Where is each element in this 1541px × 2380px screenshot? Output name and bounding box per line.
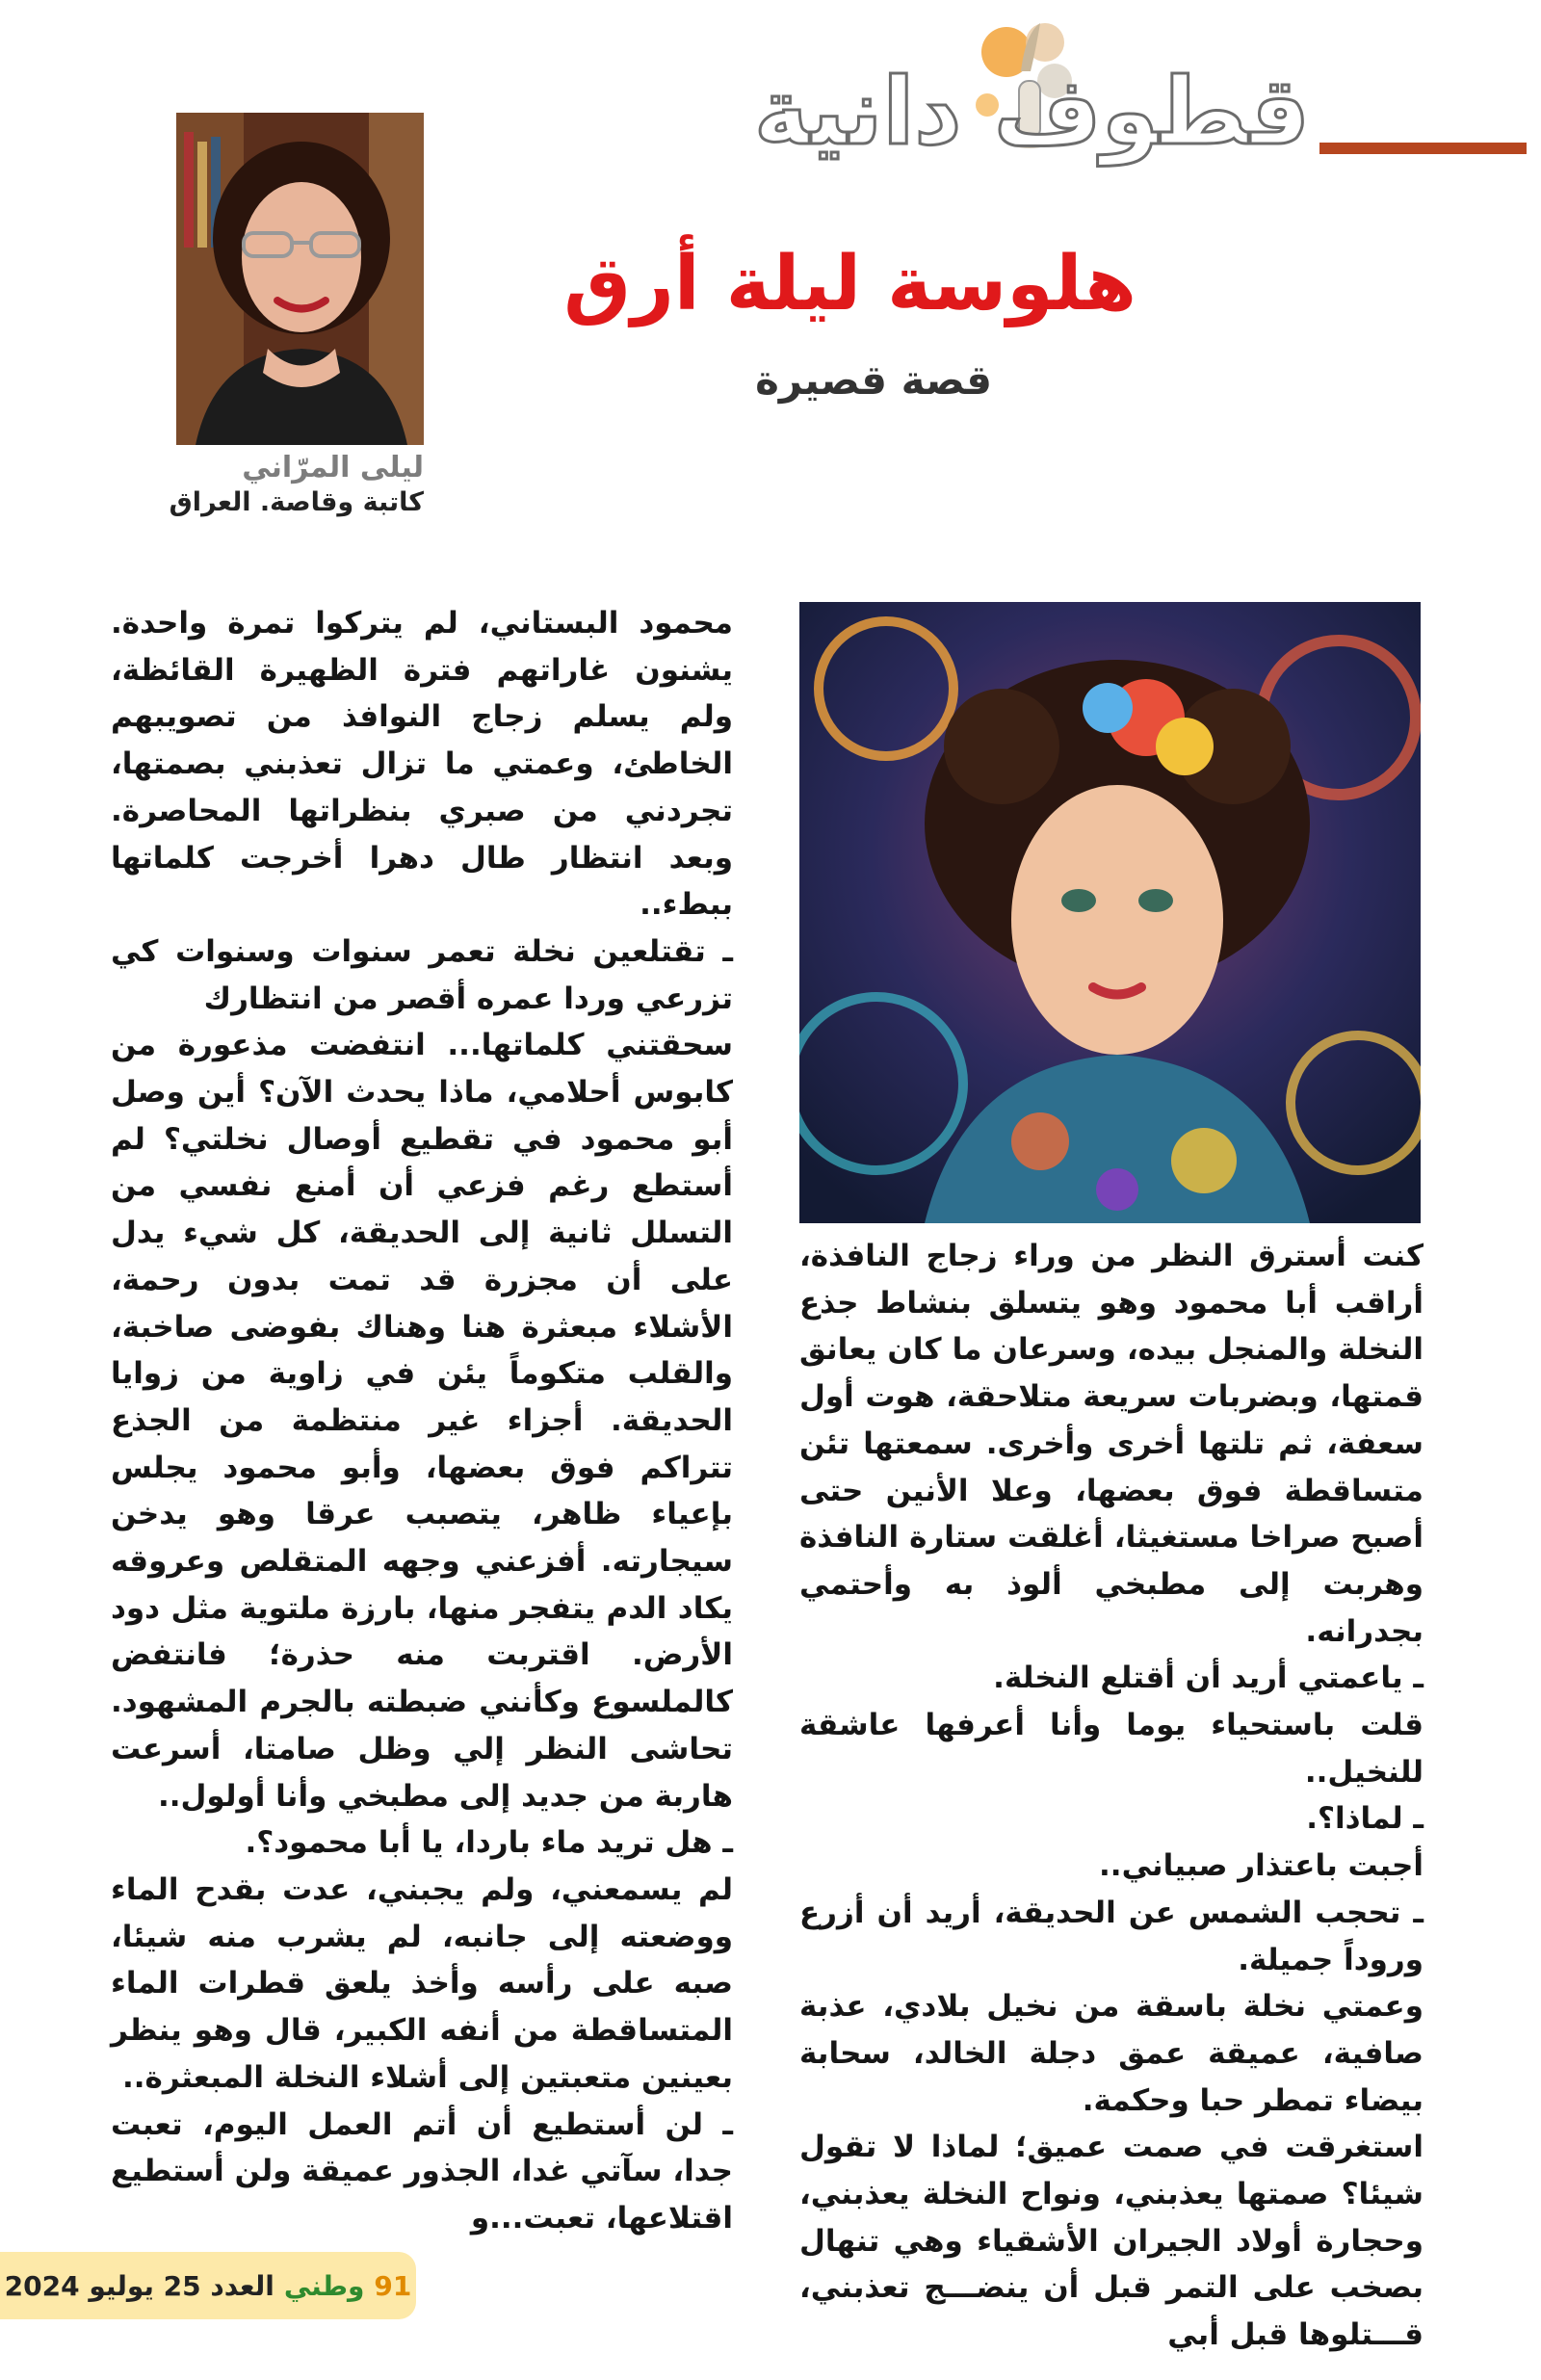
paragraph: ـ تقتلعين نخلة تعمر سنوات وسنوات كي تزرعي وردا عمره أقصر من انتظارك: [111, 933, 733, 1016]
page-footer: [0, 2252, 416, 2319]
article-illustration: [799, 602, 1421, 1223]
article-title: هلوسة ليلة أرق: [563, 241, 1136, 327]
article-body-right-column: [799, 1233, 1423, 2359]
page-number: 91: [374, 2269, 412, 2302]
article-body-left-column: [111, 600, 733, 2242]
paragraph: أجبت باعتذار صبياني..: [1099, 1848, 1423, 1884]
paragraph: كنت أسترق النظر من وراء زجاج النافذة، أراقب أبا محمود وهو يتسلق بنشاط جذع النخلة والمنجل بيده، وسرعان ما كان يعانق قمتها، وبضربات سريعة متلاحقة، هوت أول سعفة، ثم تلتها أخرى وأخرى. سمعتها تئن متساقطة فوق بعضها، وعلا الأنين حتى أصبح صراخا مستغيثا، أغلقت ستارة النافذة وهربت إلى مطبخي ألوذ به وأحتمي بجدرانه.: [799, 1239, 1423, 1649]
author-photo: [176, 113, 424, 445]
magazine-brand: وطني: [283, 2269, 365, 2302]
author-name: ليلى المرّاني: [242, 451, 424, 484]
paragraph: قلت باستحياء يوما وأنا أعرفها عاشقة للنخيل..: [799, 1708, 1423, 1790]
paragraph: ـ ياعمتي أريد أن أقتلع النخلة.: [993, 1661, 1423, 1696]
paragraph: محمود البستاني، لم يتركوا تمرة واحدة. يشنون غاراتهم فترة الظهيرة القائظة، ولم يسلم زجاج النوافذ من تصويبهم الخاطئ، وعمتي ما تزال تعذبني بصمتها، تجردني من صبري بنظراتها المحاصرة. وبعد انتظار طال دهرا أخرجت كلماتها ببطء..: [111, 606, 733, 923]
issue-info: العدد 25 يوليو 2024: [4, 2269, 274, 2302]
paragraph: ـ لماذا؟.: [1306, 1801, 1423, 1837]
paragraph: سحقتني كلماتها... انتفضت مذعورة من كابوس أحلامي، ماذا يحدث الآن؟ أين وصل أبو محمود في تقطيع أوصال نخلتي؟ لم أستطع رغم فزعي أن أمنع نفسي من التسلل ثانية إلى الحديقة، كل شيء يدل على أن مجزرة قد تمت بدون رحمة، الأشلاء مبعثرة هنا وهناك بفوضى صاخبة، والقلب متكوماً يئن في زاوية من زوايا الحديقة. أجزاء غير منتظمة من الجذع تتراكم فوق بعضها، وأبو محمود يجلس بإعياء ظاهر، يتصبب عرقا وهو يدخن سيجارته. أفزعني وجهه المتقلص وعروقه يكاد الدم يتفجر منها، بارزة ملتوية مثل دود الأرض. اقتربت منه حذرة؛ فانتفض كالملسوع وكأنني ضبطته بالجرم المشهود. تحاشى النظر إلي وظل صامتا، أسرعت هاربة من جديد إلى مطبخي وأنا أولول..: [111, 1028, 733, 1814]
paragraph: ـ تحجب الشمس عن الحديقة، أريد أن أزرع وروداً جميلة.: [799, 1895, 1423, 1977]
author-role: كاتبة وقاصة. العراق: [169, 487, 424, 517]
section-logo-text: قطوف دانية: [753, 58, 1310, 166]
paragraph: استغرقت في صمت عميق؛ لماذا لا تقول شيئا؟ صمتها يعذبني، ونواح النخلة يعذبني، وحجارة أولاد الجيران الأشقياء وهي تنهال بصخب على التمر قبل أن ينضـــج تعذبني، قـــتلوها قبل أبي: [799, 2130, 1423, 2353]
paragraph: ـ هل تريد ماء باردا، يا أبا محمود؟.: [245, 1825, 733, 1861]
paragraph: لم يسمعني، ولم يجبني، عدت بقدح الماء ووضعته إلى جانبه، لم يشرب منه شيئا، صبه على رأسه وأخذ يلعق قطرات الماء المتساقطة من أنفه الكبير، قال وهو ينظر بعينين متعبتين إلى أشلاء النخلة المبعثرة..: [111, 1871, 733, 2095]
article-subtitle: قصة قصيرة: [755, 356, 992, 404]
header-rule: [1319, 143, 1527, 154]
paragraph: وعمتي نخلة باسقة من نخيل بلادي، عذبة صافية، عميقة عمق دجلة الخالد، سحابة بيضاء تمطر حبا وحكمة.: [799, 1989, 1423, 2118]
paragraph: ـ لن أستطيع أن أتم العمل اليوم، تعبت جدا، سآتي غدا، الجذور عميقة ولن أستطيع اقتلاعها، تعبت...و: [111, 2106, 733, 2236]
